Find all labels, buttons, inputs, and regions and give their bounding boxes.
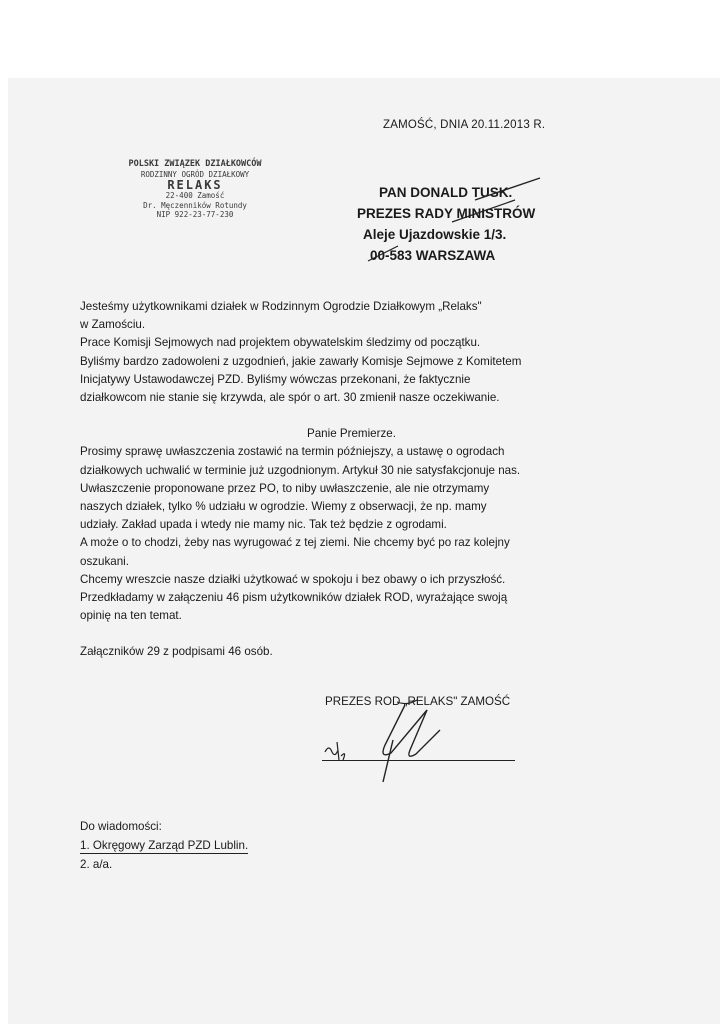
- body-line: Inicjatywy Ustawodawczej PZD. Byliśmy wówczas przekonani, że faktycznie: [80, 372, 471, 386]
- addressee-line: Aleje Ujazdowskie 1/3.: [363, 227, 507, 242]
- body-line: Byliśmy bardzo zadowoleni z uzgodnień, jakie zawarły Komisje Sejmowe z Komitetem: [80, 354, 522, 368]
- body-line: Uwłaszczenie proponowane przez PO, to niby uwłaszczenie, ale nie otrzymamy: [80, 481, 490, 495]
- letter-date: ZAMOŚĆ, DNIA 20.11.2013 R.: [383, 119, 546, 131]
- body-line: A może o to chodzi, żeby nas wyrugować z tej ziemi. Nie chcemy być po raz kolejny: [80, 536, 510, 550]
- attachments-note: Załączników 29 z podpisami 46 osób.: [80, 645, 273, 659]
- body-line: opinię na ten temat.: [80, 609, 182, 623]
- body-line: Przedkładamy w załączeniu 46 pism użytkowników działek ROD, wyrażające swoją: [80, 591, 508, 605]
- body-line: oszukani.: [80, 554, 129, 568]
- handwritten-signature: [315, 690, 455, 785]
- stamp-line: RODZINNY OGRÓD DZIAŁKOWY: [140, 169, 250, 179]
- stamp-line: 22-400 Zamość: [165, 191, 225, 200]
- distribution-list: [80, 817, 248, 874]
- handwritten-strikethrough: [0, 0, 725, 300]
- body-line: Prosimy sprawę uwłaszczenia zostawić na termin późniejszy, a ustawę o ogrodach: [80, 445, 505, 459]
- signatory-title: PREZES ROD „RELAKS" ZAMOŚĆ: [325, 695, 511, 708]
- body-line: naszych działek, tylko % udziału w ogrodzie. Wiemy z obserwacji, że np. mamy: [80, 500, 487, 514]
- paragraph-gap: [80, 407, 680, 425]
- body-line: w Zamościu.: [80, 318, 146, 332]
- salutation: Panie Premierze.: [307, 427, 396, 441]
- signature-line: [322, 760, 515, 761]
- paragraph-gap: [80, 625, 680, 643]
- body-line: działkowych uchwalić w terminie już uzgodnionym. Artykuł 30 nie satysfakcjonuje nas.: [80, 463, 521, 477]
- body-line: Jesteśmy użytkownikami działek w Rodzinnym Ogrodzie Działkowym „Relaks": [80, 300, 482, 313]
- stamp-line: NIP 922-23-77-230: [156, 210, 234, 219]
- body-line: udziały. Zakład upada i wtedy nie mamy nic. Tak też będzie z ogrodami.: [80, 518, 447, 532]
- stamp-line: Dr. Męczenników Rotundy: [143, 200, 247, 210]
- addressee-line: 00-583 WARSZAWA: [370, 248, 496, 263]
- letter-body: [80, 298, 680, 662]
- stamp-line: POLSKI ZWIĄZEK DZIAŁKOWCÓW: [128, 159, 262, 169]
- distribution-item: 2. a/a.: [80, 858, 113, 871]
- stamp-line: RELAKS: [167, 178, 223, 192]
- body-line: Prace Komisji Sejmowych nad projektem obywatelskim śledzimy od początku.: [80, 336, 481, 350]
- addressee-line: PREZES RADY MINISTRÓW: [357, 206, 536, 221]
- body-line: działkowcom nie stanie się krzywda, ale spór o art. 30 zmienił nasze oczekiwanie.: [80, 391, 500, 405]
- addressee-line: PAN DONALD TUSK.: [379, 185, 513, 200]
- body-line: Chcemy wreszcie nasze działki użytkować w spokoju i bez obawy o ich przyszłość.: [80, 572, 506, 586]
- distribution-item: 1. Okręgowy Zarząd PZD Lublin.: [80, 839, 249, 852]
- distribution-heading: Do wiadomości:: [80, 820, 162, 833]
